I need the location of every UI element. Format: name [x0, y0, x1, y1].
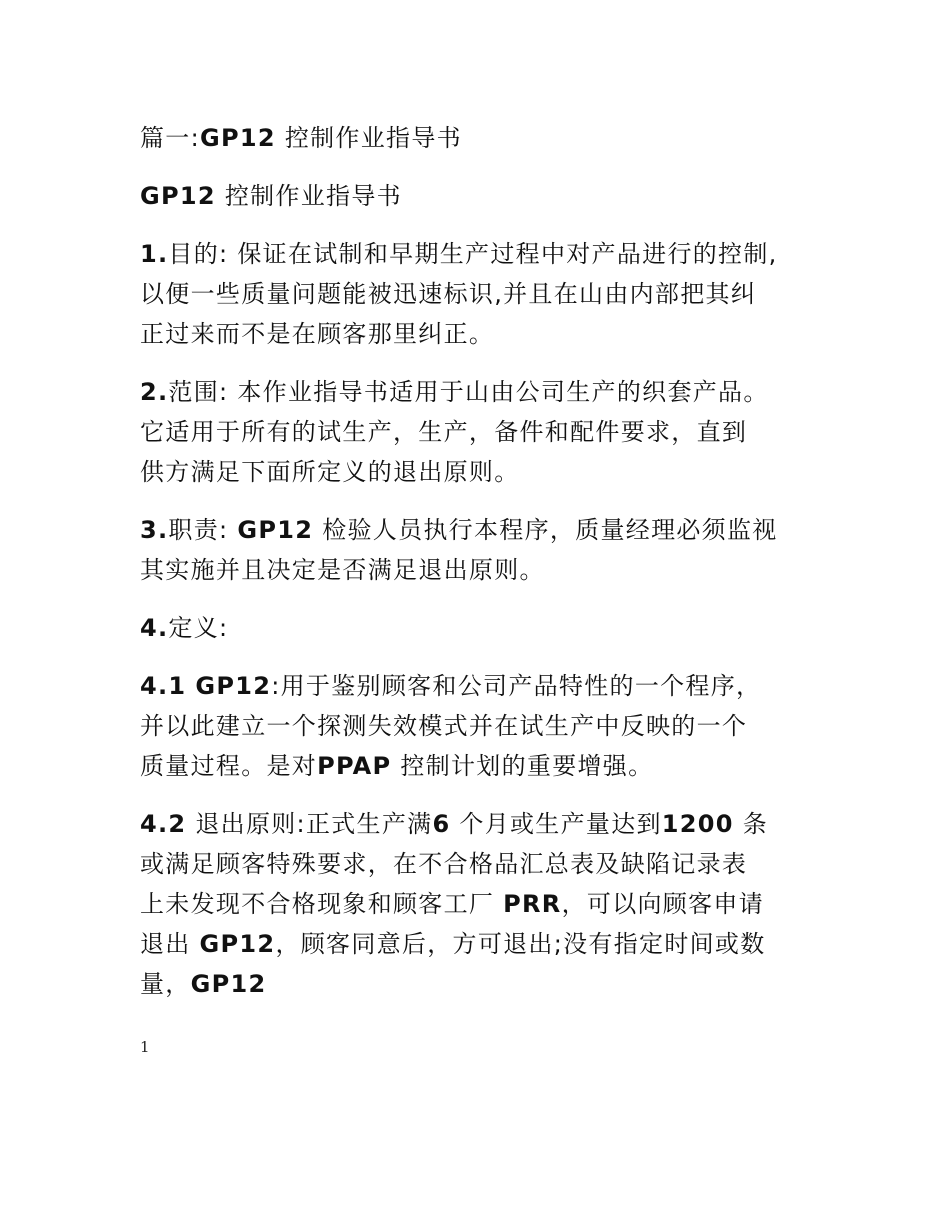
- section-scope-line: 供方满足下面所定义的退出原则。: [140, 458, 520, 486]
- section-number: 4.1: [140, 672, 187, 700]
- section-purpose: [140, 234, 830, 354]
- section-text: 退出: [140, 930, 191, 958]
- section-number: 1.: [140, 240, 169, 268]
- section-text: 上未发现不合格现象和顾客工厂: [140, 890, 495, 918]
- section-text: :用于鉴别顾客和公司产品特性的一个程序，: [271, 672, 762, 700]
- section-responsibility-line: 其实施并且决定是否满足退出原则。: [140, 556, 545, 584]
- section-heading: 职责:: [168, 516, 229, 544]
- section-responsibility-line: [140, 510, 830, 550]
- section-text: 控制计划的重要增强。: [400, 752, 654, 780]
- months-value: 6: [432, 810, 451, 838]
- section-heading: 目的:: [168, 240, 229, 268]
- section-text: 量，: [140, 970, 191, 998]
- exit-criteria-line: [140, 884, 830, 924]
- document-title: [140, 118, 830, 158]
- section-scope-line: [140, 372, 830, 412]
- title-prefix: 篇一:: [140, 124, 200, 152]
- section-definitions: [140, 608, 830, 648]
- subtitle-suffix: 控制作业指导书: [224, 182, 402, 210]
- section-purpose-line: [140, 234, 830, 274]
- exit-criteria-line: [140, 924, 830, 964]
- definition-line: 并以此建立一个探测失效模式并在试生产中反映的一个: [140, 712, 748, 740]
- section-number: 3.: [140, 516, 169, 544]
- section-text: 质量过程。是对: [140, 752, 318, 780]
- section-text: 本作业指导书适用于山由公司生产的织套产品。: [237, 378, 769, 406]
- title-suffix: 控制作业指导书: [284, 124, 462, 152]
- quantity-value: 1200: [661, 810, 734, 838]
- gp12-code: GP12: [199, 930, 276, 958]
- exit-criteria-line: [140, 964, 830, 1004]
- document-body: [140, 118, 830, 1004]
- section-text: ，可以向顾客申请: [561, 890, 764, 918]
- section-text: 个月或生产量达到: [459, 810, 662, 838]
- definition-line: [140, 666, 830, 706]
- gp12-code: GP12: [195, 672, 272, 700]
- section-text: 条: [742, 810, 769, 838]
- gp12-code: GP12: [237, 516, 314, 544]
- page-number: 1: [140, 1038, 150, 1056]
- gp12-code: GP12: [190, 970, 267, 998]
- section-definition-gp12: [140, 666, 830, 786]
- subtitle-code: GP12: [140, 182, 216, 210]
- section-purpose-line: 正过来而不是在顾客那里纠正。: [140, 320, 495, 348]
- section-number: 4.: [140, 614, 169, 642]
- section-definitions-line: [140, 608, 830, 648]
- section-text: ，顾客同意后，方可退出;没有指定时间或数: [275, 930, 766, 958]
- section-heading: 定义:: [168, 614, 229, 642]
- section-text: 检验人员执行本程序，质量经理必须监视: [322, 516, 778, 544]
- title-code: GP12: [200, 124, 276, 152]
- section-exit-criteria: [140, 804, 830, 1004]
- section-heading: 范围:: [168, 378, 229, 406]
- exit-criteria-line: 或满足顾客特殊要求，在不合格品汇总表及缺陷记录表: [140, 850, 748, 878]
- document-subtitle: [140, 176, 830, 216]
- section-text: 保证在试制和早期生产过程中对产品进行的控制,: [237, 240, 778, 268]
- section-number: 2.: [140, 378, 169, 406]
- section-scope-line: 它适用于所有的试生产，生产，备件和配件要求，直到: [140, 418, 748, 446]
- section-responsibility: [140, 510, 830, 590]
- exit-criteria-line: [140, 804, 830, 844]
- section-text: 退出原则:正式生产满: [195, 810, 433, 838]
- prr-code: PRR: [503, 890, 562, 918]
- section-number: 4.2: [140, 810, 187, 838]
- section-purpose-line: 以便一些质量问题能被迅速标识,并且在山由内部把其纠: [140, 280, 757, 308]
- section-scope: [140, 372, 830, 492]
- definition-line: [140, 746, 830, 786]
- ppap-code: PPAP: [317, 752, 392, 780]
